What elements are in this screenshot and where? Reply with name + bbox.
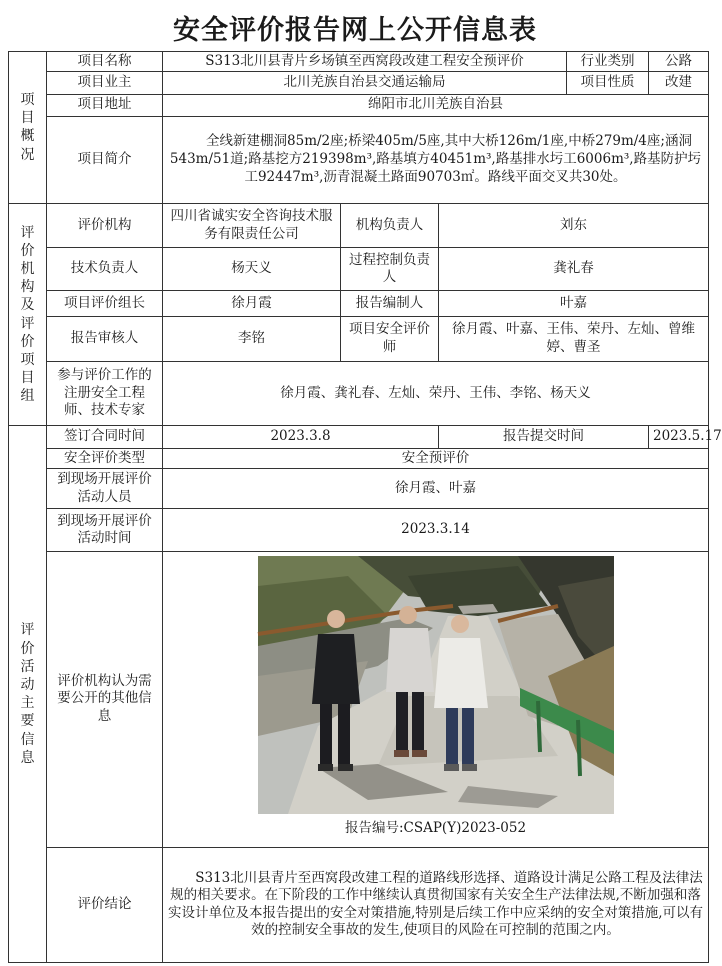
assessor-label: 项目安全评价师 (341, 317, 439, 362)
leader-label: 项目评价组长 (47, 290, 163, 316)
project-name-label: 项目名称 (47, 52, 163, 72)
type-label: 安全评价类型 (47, 448, 163, 468)
intro-label: 项目简介 (47, 116, 163, 203)
process-label: 过程控制负责人 (341, 248, 439, 291)
owner-label: 项目业主 (47, 72, 163, 94)
site-people-label: 到现场开展评价活动人员 (47, 468, 163, 508)
nature-value: 改建 (649, 72, 709, 94)
section-org-label: 评价机构及评价项目组 (9, 203, 47, 426)
type-value: 安全预评价 (163, 448, 709, 468)
section-overview-label: 项目概况 (9, 52, 47, 204)
conclusion-label: 评价结论 (47, 847, 163, 962)
page-title: 安全评价报告网上公开信息表 (173, 15, 537, 46)
org-value: 四川省诚实安全咨询技术服务有限责任公司 (163, 203, 341, 248)
participants-value: 徐月霞、龚礼春、左灿、荣丹、王伟、李铭、杨天义 (163, 361, 709, 426)
org-head-label: 机构负责人 (341, 203, 439, 248)
submit-label: 报告提交时间 (439, 426, 649, 448)
address-value: 绵阳市北川羌族自治县 (163, 94, 709, 116)
org-head-value: 刘东 (439, 203, 709, 248)
project-name-value: S313北川县青片乡场镇至西窝段改建工程安全预评价 (163, 52, 567, 72)
industry-label: 行业类别 (567, 52, 649, 72)
participants-label: 参与评价工作的注册安全工程师、技术专家 (47, 361, 163, 426)
other-info-cell (163, 551, 709, 847)
reviewer-label: 报告审核人 (47, 317, 163, 362)
info-table (8, 51, 722, 963)
intro-value: 全线新建棚洞85m/2座;桥梁405m/5座,其中大桥126m/1座,中桥279m/4座;涵洞543m/51道;路基挖方219398m³,路基填方40451m³,路基排水圬工6006m³,路基防护圬工92447m³,沥青混凝土路面90703㎡。路线平面交叉共30处。 (163, 116, 709, 203)
site-time-label: 到现场开展评价活动时间 (47, 509, 163, 552)
assessor-value: 徐月霞、叶嘉、王伟、荣丹、左灿、曾维婷、曹圣 (439, 317, 709, 362)
writer-label: 报告编制人 (341, 290, 439, 316)
leader-value: 徐月霞 (163, 290, 341, 316)
process-value: 龚礼春 (439, 248, 709, 291)
site-people-value: 徐月霞、叶嘉 (163, 468, 709, 508)
owner-value: 北川羌族自治县交通运输局 (163, 72, 567, 94)
writer-value: 叶嘉 (439, 290, 709, 316)
tech-value: 杨天义 (163, 248, 341, 291)
section-activity-label: 评价活动主要信息 (9, 426, 47, 963)
contract-date: 2023.3.8 (163, 426, 439, 448)
org-label: 评价机构 (47, 203, 163, 248)
address-label: 项目地址 (47, 94, 163, 116)
site-photo (258, 556, 614, 814)
submit-date: 2023.5.17 (649, 426, 709, 448)
reviewer-value: 李铭 (163, 317, 341, 362)
contract-label: 签订合同时间 (47, 426, 163, 448)
report-number: 报告编号:CSAP(Y)2023-052 (344, 819, 527, 836)
tech-label: 技术负责人 (47, 248, 163, 291)
conclusion-text: S313北川县青片至西窝段改建工程的道路线形选择、道路设计满足公路工程及法律法规的相关要求。在下阶段的工作中继续认真贯彻国家有关安全生产法律法规,不断加强和落实设计单位及本报告提出的安全对策措施,特别是后续工作中应采纳的安全对策措施,可以有效的控制安全事故的发生,使项目的风险在可控制的范围之内。 (163, 847, 709, 962)
other-info-label: 评价机构认为需要公开的其他信息 (47, 551, 163, 847)
site-time-value: 2023.3.14 (163, 509, 709, 552)
nature-label: 项目性质 (567, 72, 649, 94)
industry-value: 公路 (649, 52, 709, 72)
